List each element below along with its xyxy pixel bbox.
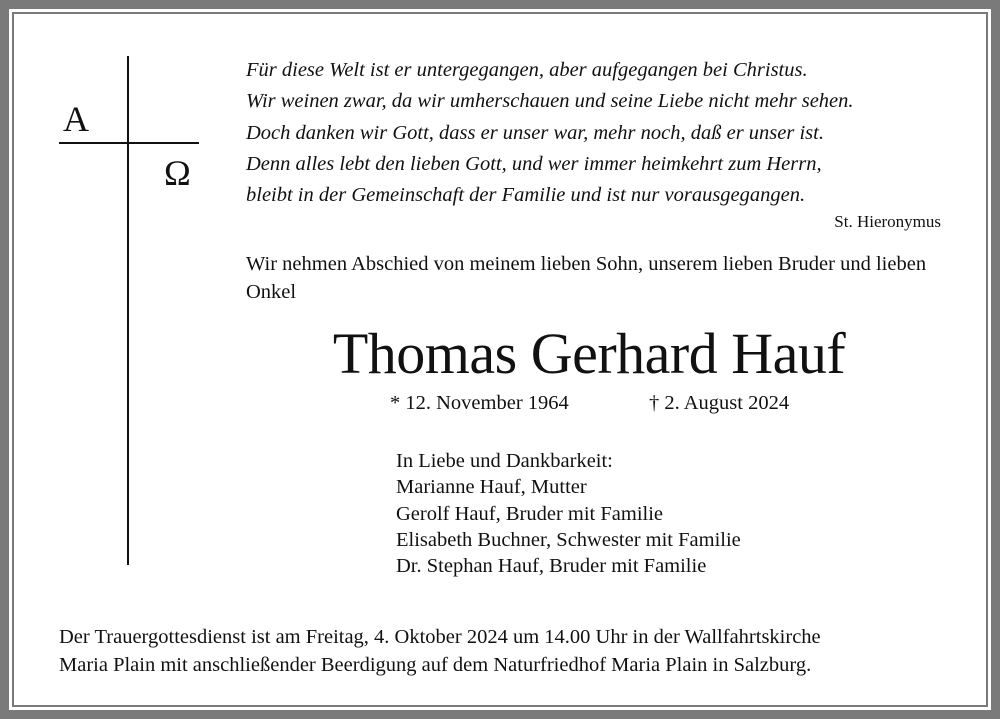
- alpha-symbol: A: [63, 99, 89, 139]
- birth-date: * 12. November 1964: [390, 392, 569, 414]
- omega-symbol: Ω: [164, 153, 191, 193]
- cross-horizontal-beam: [59, 142, 199, 144]
- poem-line: Denn alles lebt den lieben Gott, und wer immer heimkehrt zum Herrn,: [246, 152, 822, 175]
- poem-line: Für diese Welt ist er untergegangen, aber aufgegangen bei Christus.: [246, 59, 808, 81]
- poem-line: Wir weinen zwar, da wir umherschauen und seine Liebe nicht mehr sehen.: [246, 90, 854, 113]
- service-line: Der Trauergottesdienst ist am Freitag, 4. Oktober 2024 um 14.00 Uhr in der Wallfahrtskirche: [59, 626, 821, 648]
- poem: [246, 55, 854, 211]
- mourners-list: [396, 448, 741, 579]
- farewell-intro: Wir nehmen Abschied von meinem lieben Sohn, unserem lieben Bruder und lieben Onkel: [246, 253, 927, 303]
- poem-author: St. Hieronymus: [834, 212, 941, 231]
- mourners-heading: In Liebe und Dankbarkeit:: [396, 450, 613, 472]
- mourner-item: Elisabeth Buchner, Schwester mit Familie: [396, 528, 741, 551]
- funeral-service-info: [59, 623, 821, 679]
- mourner-item: Marianne Hauf, Mutter: [396, 476, 587, 499]
- deceased-name: Thomas Gerhard Hauf: [332, 321, 846, 386]
- poem-line: Doch danken wir Gott, dass er unser war, mehr noch, daß er unser ist.: [246, 121, 824, 144]
- mourner-item: Dr. Stephan Hauf, Bruder mit Familie: [396, 555, 707, 578]
- death-date: † 2. August 2024: [649, 392, 790, 414]
- cross-vertical-beam: [127, 56, 129, 565]
- service-line: Maria Plain mit anschließender Beerdigung auf dem Naturfriedhof Maria Plain in Salzburg.: [59, 654, 812, 676]
- mourner-item: Gerolf Hauf, Bruder mit Familie: [396, 502, 664, 525]
- poem-line: bleibt in der Gemeinschaft der Familie und ist nur vorausgegangen.: [246, 184, 806, 207]
